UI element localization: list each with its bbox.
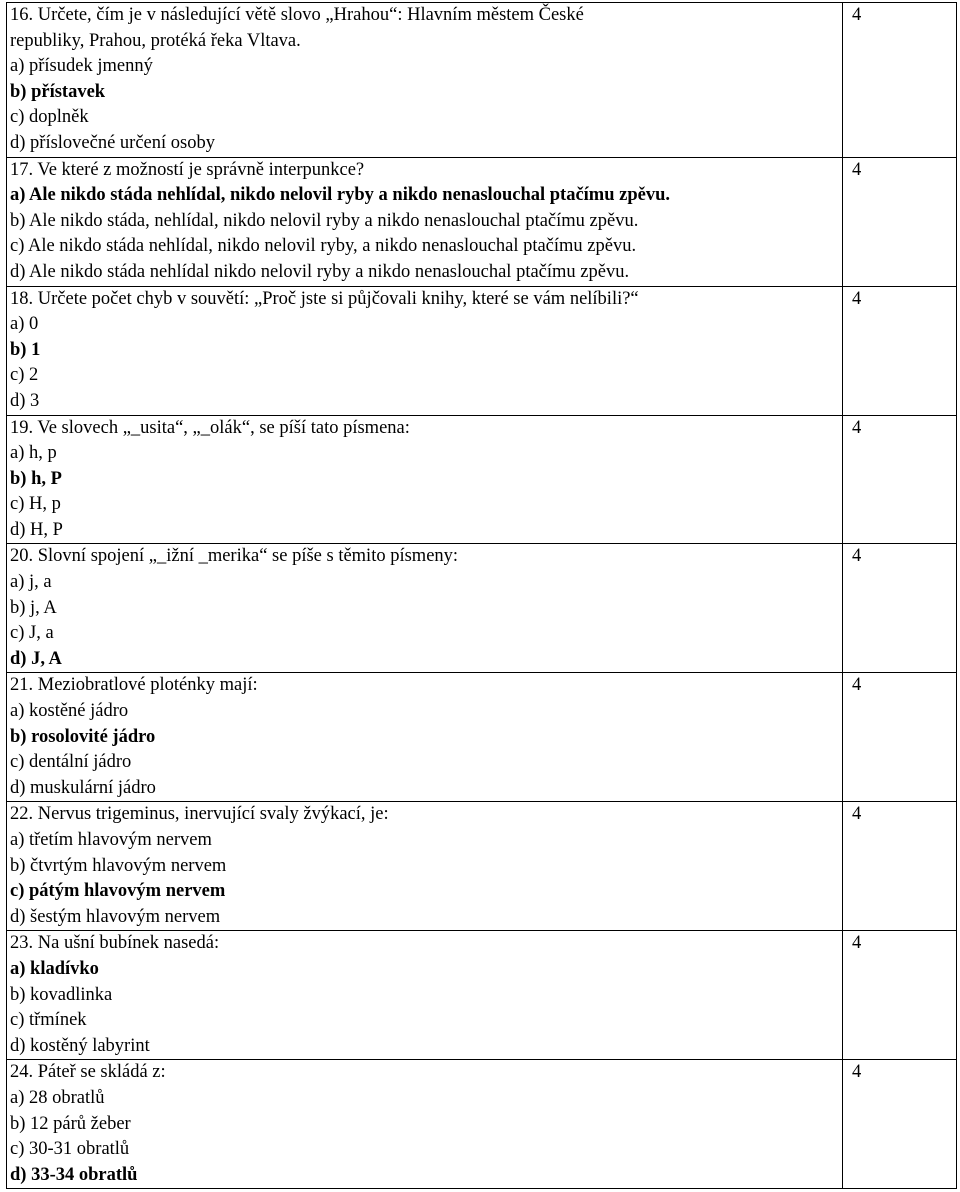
answer-option: republiky, Prahou, protéká řeka Vltava.	[10, 30, 301, 51]
correct-answer-option: d) J, A	[10, 648, 62, 669]
question-cell	[7, 931, 843, 1060]
question-cell	[7, 673, 843, 802]
answer-option: c) J, a	[10, 623, 54, 644]
correct-answer-option: a) Ale nikdo stáda nehlídal, nikdo nelovil ryby a nikdo nenaslouchal ptačímu zpěvu.	[10, 185, 670, 206]
answer-option: d) kostěný labyrint	[10, 1035, 150, 1056]
answer-option: c) Ale nikdo stáda nehlídal, nikdo nelovil ryby, a nikdo nenaslouchal ptačímu zpěvu.	[10, 236, 637, 257]
question-row	[7, 673, 957, 802]
question-cell	[7, 544, 843, 673]
question-row	[7, 1060, 957, 1189]
answer-option: c) doplněk	[10, 107, 89, 128]
question-row	[7, 931, 957, 1060]
answer-option: b) kovadlinka	[10, 984, 113, 1005]
question-cell	[7, 1060, 843, 1189]
answer-option: c) H, p	[10, 494, 61, 515]
points-cell	[843, 3, 957, 158]
question-text: 19. Ve slovech „_usita“, „_olák“, se píší tato písmena:	[10, 417, 410, 438]
answer-option: d) Ale nikdo stáda nehlídal nikdo nelovil ryby a nikdo nenaslouchal ptačímu zpěvu.	[10, 261, 630, 282]
points-value: 4	[852, 5, 862, 25]
answer-option: a) kostěné jádro	[10, 701, 129, 722]
points-value: 4	[852, 288, 862, 309]
question-row	[7, 286, 957, 415]
points-value: 4	[852, 804, 862, 825]
points-cell	[843, 544, 957, 673]
correct-answer-option: a) kladívko	[10, 958, 99, 979]
answer-option: b) čtvrtým hlavovým nervem	[10, 855, 227, 876]
answer-option: c) třmínek	[10, 1010, 87, 1031]
question-cell	[7, 286, 843, 415]
question-rows	[7, 3, 957, 1189]
question-row	[7, 415, 957, 544]
question-text: 20. Slovní spojení „_ižní _merika“ se píše s těmito písmeny:	[10, 546, 459, 567]
points-cell	[843, 931, 957, 1060]
points-value: 4	[852, 546, 862, 567]
points-value: 4	[852, 675, 862, 696]
question-text: 17. Ve které z možností je správně interpunkce?	[10, 159, 365, 180]
question-cell	[7, 802, 843, 931]
question-text: 22. Nervus trigeminus, inervující svaly žvýkací, je:	[10, 804, 389, 825]
question-cell	[7, 157, 843, 286]
answer-option: c) 30-31 obratlů	[10, 1139, 130, 1160]
question-row	[7, 157, 957, 286]
points-cell	[843, 415, 957, 544]
answer-option: a) 0	[10, 314, 39, 335]
question-text: 24. Páteř se skládá z:	[10, 1062, 166, 1083]
answer-option: d) příslovečné určení osoby	[10, 132, 215, 153]
points-cell	[843, 673, 957, 802]
points-value: 4	[852, 417, 862, 438]
points-cell	[843, 802, 957, 931]
answer-option: b) j, A	[10, 597, 57, 618]
answer-option: a) h, p	[10, 443, 57, 464]
answer-option: d) muskulární jádro	[10, 777, 156, 798]
correct-answer-option: c) pátým hlavovým nervem	[10, 881, 226, 902]
answer-option: d) 3	[10, 390, 40, 411]
question-text: 21. Meziobratlové ploténky mají:	[10, 675, 258, 696]
points-value: 4	[852, 933, 862, 954]
correct-answer-option: b) rosolovité jádro	[10, 726, 156, 747]
question-text: 23. Na ušní bubínek nasedá:	[10, 933, 220, 954]
answer-option: b) Ale nikdo stáda, nehlídal, nikdo nelovil ryby a nikdo nenaslouchal ptačímu zpěvu.	[10, 210, 639, 231]
question-cell	[7, 415, 843, 544]
question-cell	[7, 3, 843, 158]
answer-option: d) H, P	[10, 519, 63, 540]
question-row	[7, 544, 957, 673]
answer-option: d) šestým hlavovým nervem	[10, 906, 221, 927]
answer-option: b) 12 párů žeber	[10, 1113, 131, 1134]
question-row	[7, 802, 957, 931]
points-value: 4	[852, 1062, 862, 1083]
answer-option: c) 2	[10, 365, 39, 386]
answer-option: a) přísudek jmenný	[10, 56, 153, 77]
correct-answer-option: b) 1	[10, 339, 41, 360]
points-cell	[843, 1060, 957, 1189]
answer-option: c) dentální jádro	[10, 752, 132, 773]
question-table	[6, 2, 957, 1189]
points-value: 4	[852, 159, 862, 180]
points-cell	[843, 286, 957, 415]
answer-option: a) j, a	[10, 572, 52, 593]
correct-answer-option: b) h, P	[10, 468, 62, 489]
answer-option: a) 28 obratlů	[10, 1087, 105, 1108]
points-cell	[843, 157, 957, 286]
question-text: 18. Určete počet chyb v souvětí: „Proč jste si půjčovali knihy, které se vám nelíbili?“	[10, 288, 639, 309]
answer-option: a) třetím hlavovým nervem	[10, 830, 212, 850]
correct-answer-option: b) přístavek	[10, 81, 106, 102]
correct-answer-option: d) 33-34 obratlů	[10, 1164, 138, 1185]
question-text: 16. Určete, čím je v následující větě slovo „Hrahou“: Hlavním městem České	[10, 5, 584, 25]
question-row	[7, 3, 957, 158]
